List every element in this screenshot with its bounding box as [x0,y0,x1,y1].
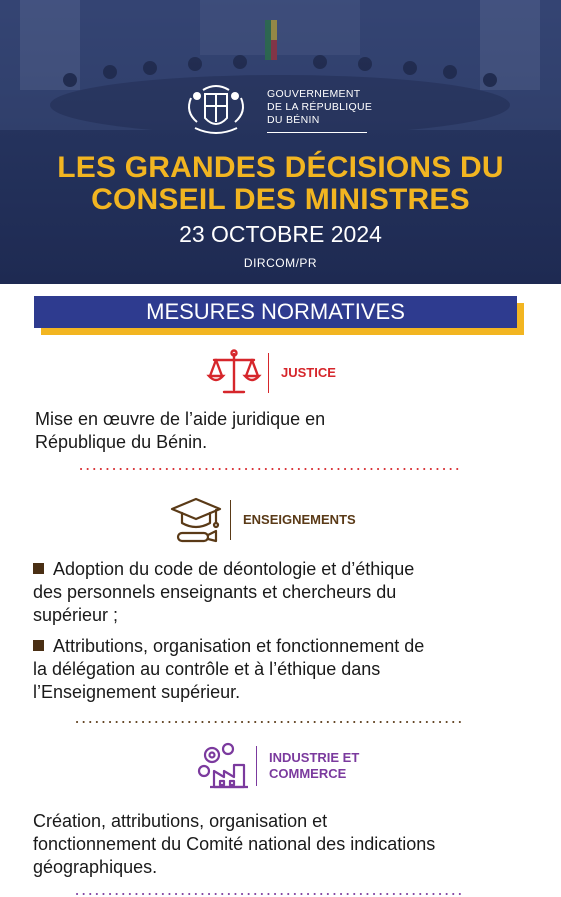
graduation-cap-diploma-icon [168,495,224,545]
enseignements-bullet-1: Adoption du code de déontologie et d’éthique des personnels enseignants et chercheurs du supérieur ; [33,559,415,625]
page-title: LES GRANDES DÉCISIONS DU CONSEIL DES MINISTRES [57,151,504,216]
header-banner [0,0,561,284]
dotted-separator [78,466,460,472]
government-logo [183,82,383,138]
category-label: ENSEIGNEMENTS [243,512,356,527]
dotted-separator [74,719,464,725]
category-divider [256,746,257,786]
scales-of-justice-icon [206,348,262,398]
category-justice [206,348,336,398]
industrie-text: Création, attributions, organisation et fonctionnement du Comité national des indications géographiques. [33,811,436,877]
enseignements-bullet-2: Attributions, organisation et fonctionnement de la délégation au contrôle et à l’éthique dans l’Enseignement supérieur. [33,636,425,702]
category-enseignements [168,495,356,545]
category-label: JUSTICE [281,365,336,380]
category-divider [230,500,231,540]
meeting-date: 23 OCTOBRE 2024 [179,221,382,247]
dotted-separator [74,891,464,897]
logo-underline [267,132,367,133]
section-banner: MESURES NORMATIVES [34,296,517,328]
benin-coat-of-arms-icon [183,82,249,138]
factory-gears-icon [194,741,250,791]
category-label: INDUSTRIE ET COMMERCE [269,750,360,781]
source-label: DIRCOM/PR [243,256,318,270]
bullet-square [33,563,44,574]
bullet-square [33,640,44,651]
government-name: GOUVERNEMENT DE LA RÉPUBLIQUE DU BÉNIN [267,88,373,126]
category-divider [268,353,269,393]
category-industrie-commerce [194,741,359,791]
justice-text: Mise en œuvre de l’aide juridique en République du Bénin. [35,409,326,452]
